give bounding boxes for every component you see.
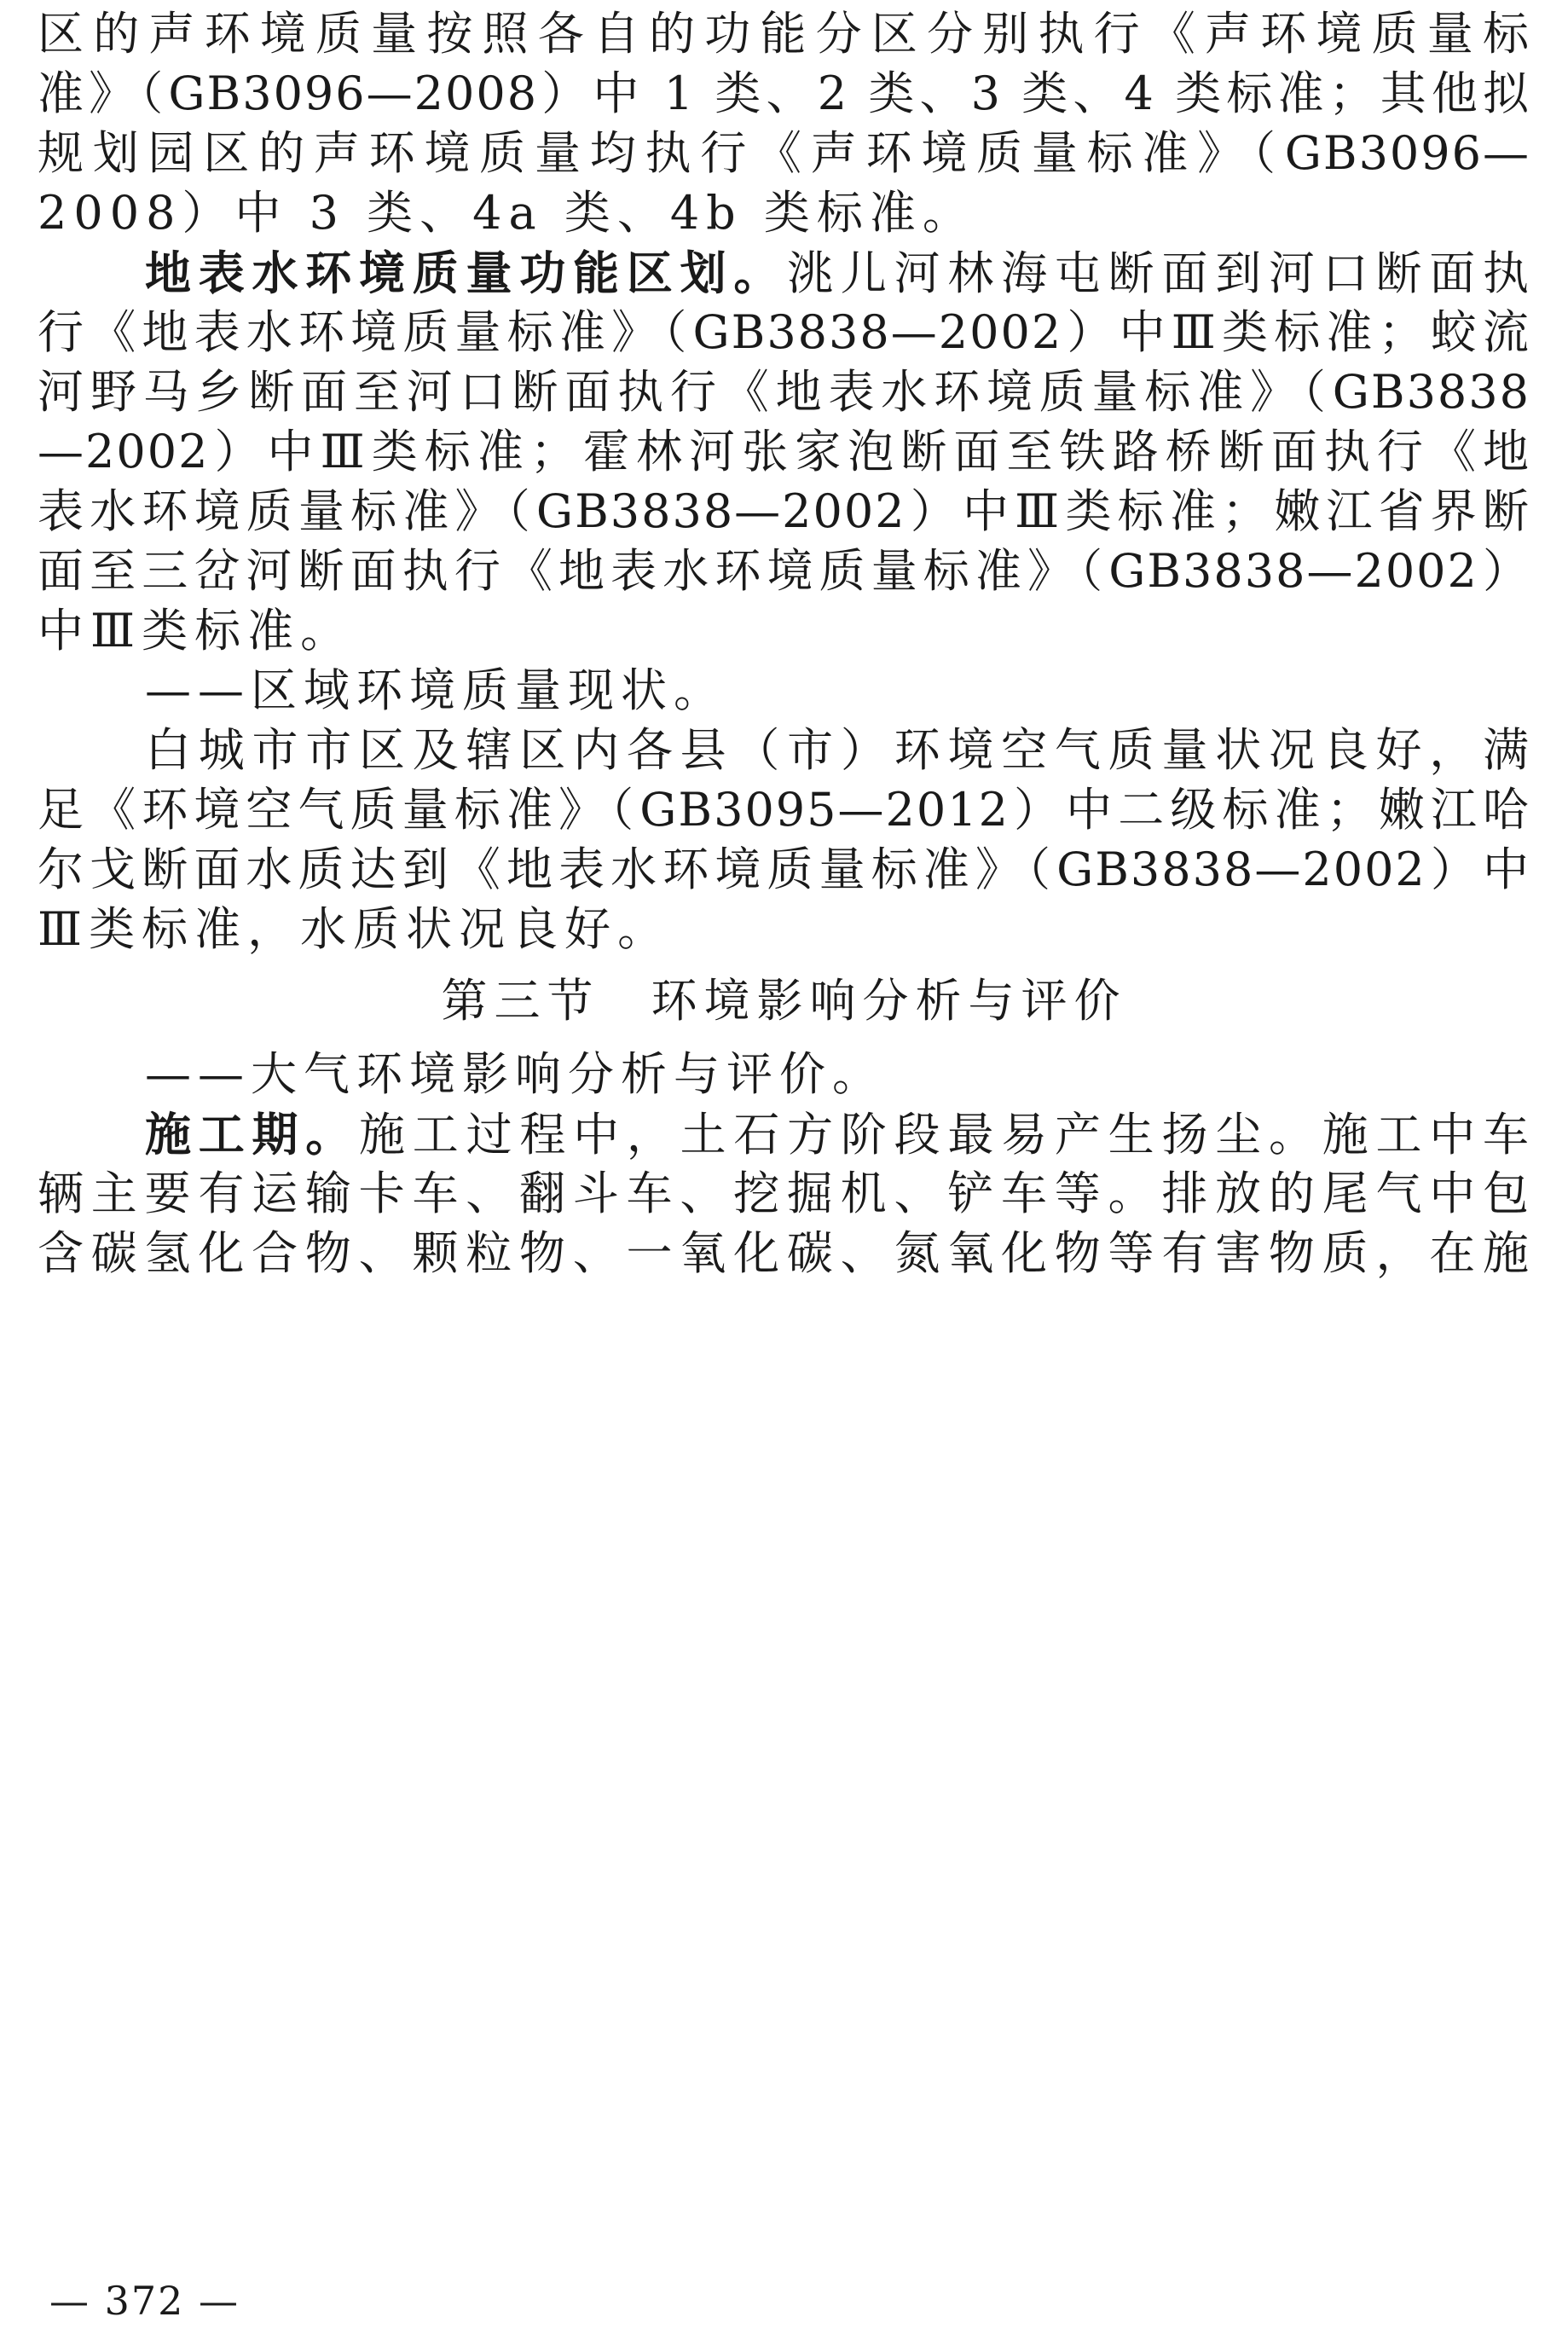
body-line: 行《地表水环境质量标准》（GB3838—2002）中Ⅲ类标准；蛟流 [38,305,1530,359]
body-line: 区的声环境质量按照各自的功能分区分别执行《声环境质量标 [38,7,1530,61]
paragraph-lead-heading: 施工期。 [145,1107,360,1161]
paragraph-lead-heading: 地表水环境质量功能区划。 [145,246,788,300]
body-line: 河野马乡断面至河口断面执行《地表水环境质量标准》（GB3838 [38,365,1530,419]
paragraph-first-line [38,240,1530,305]
body-line: 足《环境空气质量标准》（GB3095—2012）中二级标准；嫩江哈 [38,783,1530,837]
page-number: — 372 — [49,2278,240,2324]
body-line: 2008）中 3 类、4a 类、4b 类标准。 [38,186,975,240]
subsection-heading: ——大气环境影响分析与评价。 [145,1047,885,1101]
subsection-heading: ——区域环境质量现状。 [145,663,726,717]
body-line: Ⅲ类标准，水质状况良好。 [38,902,671,956]
body-line: 含碳氢化合物、颗粒物、一氧化碳、氮氧化物等有害物质，在施 [38,1226,1530,1280]
section-number: 第三节 [441,974,600,1028]
body-text: 洮儿河林海屯断面到河口断面执 [787,246,1531,300]
body-line: 面至三岔河断面执行《地表水环境质量标准》（GB3838—2002） [38,544,1530,598]
body-text: 施工过程中，土石方阶段最易产生扬尘。施工中车 [359,1108,1531,1161]
body-line: 中Ⅲ类标准。 [38,604,354,657]
body-line: 尔戈断面水质达到《地表水环境质量标准》（GB3838—2002）中 [38,843,1530,896]
body-line: 规划园区的声环境质量均执行《声环境质量标准》（GB3096— [38,126,1530,180]
section-title: 环境影响分析与评价 [651,974,1127,1028]
body-line: 准》（GB3096—2008）中 1 类、2 类、3 类、4 类标准；其他拟 [38,67,1530,120]
paragraph-first-line [38,1102,1530,1167]
section-heading [38,969,1530,1034]
paragraph-first-line: 白城市市区及辖区内各县（市）环境空气质量状况良好，满 [145,723,1530,777]
body-line: 辆主要有运输卡车、翻斗车、挖掘机、铲车等。排放的尾气中包 [38,1167,1530,1220]
body-line: 表水环境质量标准》（GB3838—2002）中Ⅲ类标准；嫩江省界断 [38,484,1530,538]
body-line: —2002）中Ⅲ类标准；霍林河张家泡断面至铁路桥断面执行《地 [38,425,1530,478]
